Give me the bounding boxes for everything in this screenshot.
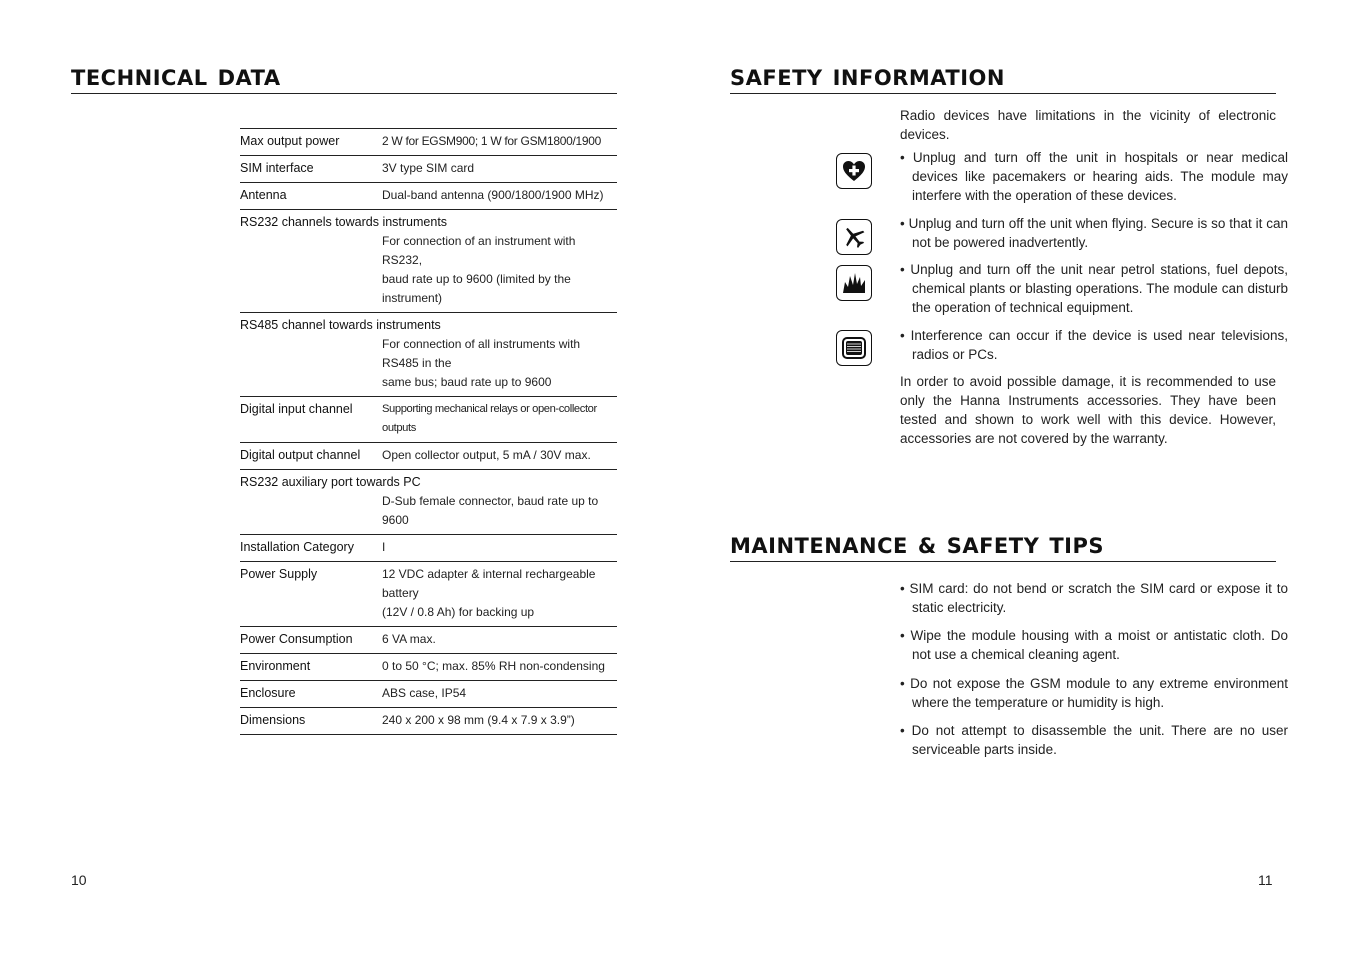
safety-bullet: • Unplug and turn off the unit near petrol stations, fuel depots, chemical plants or blasting operations. The module can disturb the operation of technical equipment.: [900, 260, 1288, 317]
technical-data-title: [71, 66, 617, 94]
title-word: MAINTENANCE: [730, 534, 908, 558]
spec-value-group: [382, 565, 617, 622]
safety-bullet: • Unplug and turn off the unit when flying. Secure is so that it can not be powered inadvertently.: [900, 214, 1288, 252]
spec-row: [240, 535, 617, 562]
spec-label: Digital input channel: [240, 402, 353, 416]
safety-intro: Radio devices have limitations in the vicinity of electronic devices.: [900, 108, 1276, 142]
maintenance-bullet: • Do not expose the GSM module to any extreme environment where the temperature or humidity is high.: [900, 674, 1288, 712]
spec-value: 240 x 200 x 98 mm (9.4 x 7.9 x 3.9”): [382, 713, 575, 727]
title-word: INFORMATION: [832, 66, 1005, 90]
title-word: SAFETY: [730, 66, 823, 90]
spec-value: 2 W for EGSM900; 1 W for GSM1800/1900: [382, 134, 601, 148]
spec-label: RS232 auxiliary port towards PC: [240, 475, 421, 489]
spec-row: [240, 654, 617, 681]
television-icon: [836, 330, 872, 366]
title-word: TIPS: [1049, 534, 1104, 558]
spec-row: [240, 562, 617, 627]
spec-value: 3V type SIM card: [382, 161, 475, 175]
spec-value: Dual-band antenna (900/1800/1900 MHz): [382, 188, 604, 202]
spec-row: [240, 313, 617, 397]
spec-value-line: 12 VDC adapter & internal rechargeable battery: [382, 567, 596, 600]
spec-label: SIM interface: [240, 161, 314, 175]
spec-row: [240, 210, 617, 313]
page-number-right: 11: [1258, 872, 1273, 888]
spec-value: ABS case, IP54: [382, 686, 467, 700]
spec-row: [240, 627, 617, 654]
spec-label: Power Supply: [240, 567, 318, 581]
spec-label: Dimensions: [240, 713, 306, 727]
title-word: DATA: [217, 66, 281, 90]
spec-label: RS232 channels towards instruments: [240, 215, 448, 229]
spec-label: Max output power: [240, 134, 340, 148]
spec-value: Supporting mechanical relays or open-collector outputs: [382, 403, 597, 434]
television-glyph: [841, 335, 867, 361]
spec-value-line: (12V / 0.8 Ah) for backing up: [382, 605, 535, 619]
safety-bullet: • Unplug and turn off the unit in hospitals or near medical devices like pacemakers or hearing aids. The module may interfere with the operation of these devices.: [900, 148, 1288, 205]
safety-information-title: [730, 66, 1276, 94]
spec-label: Power Consumption: [240, 632, 353, 646]
maintenance-tips-title: [730, 534, 1276, 562]
spec-value-line: For connection of an instrument with RS232,: [382, 234, 576, 267]
safety-bullet: • Interference can occur if the device is used near televisions, radios or PCs.: [900, 326, 1288, 364]
spec-value: I: [382, 540, 386, 554]
spec-value: Open collector output, 5 mA / 30V max.: [382, 448, 591, 462]
spec-row: [240, 129, 617, 156]
explosion-icon: [836, 265, 872, 301]
title-word: &: [917, 534, 937, 558]
spec-value-line: same bus; baud rate up to 9600: [382, 375, 552, 389]
spec-value: 0 to 50 °C; max. 85% RH non-condensing: [382, 659, 605, 673]
spec-row: [240, 470, 617, 535]
spec-label: Enclosure: [240, 686, 296, 700]
spec-row: [240, 443, 617, 470]
airplane-icon: [836, 219, 872, 255]
title-word: TECHNICAL: [71, 66, 208, 90]
spec-row: [240, 708, 617, 735]
airplane-glyph: [841, 224, 867, 250]
explosion-glyph: [841, 270, 867, 296]
right-page: [676, 0, 1351, 954]
maintenance-bullet: • SIM card: do not bend or scratch the SIM card or expose it to static electricity.: [900, 579, 1288, 617]
spec-row: [240, 397, 617, 443]
spec-row: [240, 183, 617, 210]
spec-value: 6 VA max.: [382, 632, 436, 646]
safety-closing: In order to avoid possible damage, it is recommended to use only the Hanna Instruments accessories. They have been tested and shown to work well with this device. However, accessories are not covered by the warranty.: [900, 374, 1276, 446]
spec-row: [240, 681, 617, 708]
title-word: SAFETY: [946, 534, 1040, 558]
spec-label: Environment: [240, 659, 311, 673]
spec-row: [240, 156, 617, 183]
spec-label: RS485 channel towards instruments: [240, 318, 441, 332]
maintenance-bullet: • Do not attempt to disassemble the unit. There are no user serviceable parts inside.: [900, 721, 1288, 759]
spec-table: [240, 128, 617, 735]
spec-value-line: For connection of all instruments with RS485 in the: [382, 337, 581, 370]
spec-label: Installation Category: [240, 540, 354, 554]
maintenance-bullet: • Wipe the module housing with a moist or antistatic cloth. Do not use a chemical cleaning agent.: [900, 626, 1288, 664]
spec-value-line: D-Sub female connector, baud rate up to 9600: [382, 494, 599, 527]
spec-label: Antenna: [240, 188, 287, 202]
page-number-left: 10: [71, 872, 87, 888]
spec-value-line: baud rate up to 9600 (limited by the instrument): [382, 272, 571, 305]
heart-cross-glyph: [841, 158, 867, 184]
spec-label: Digital output channel: [240, 448, 361, 462]
medical-heart-icon: [836, 153, 872, 189]
